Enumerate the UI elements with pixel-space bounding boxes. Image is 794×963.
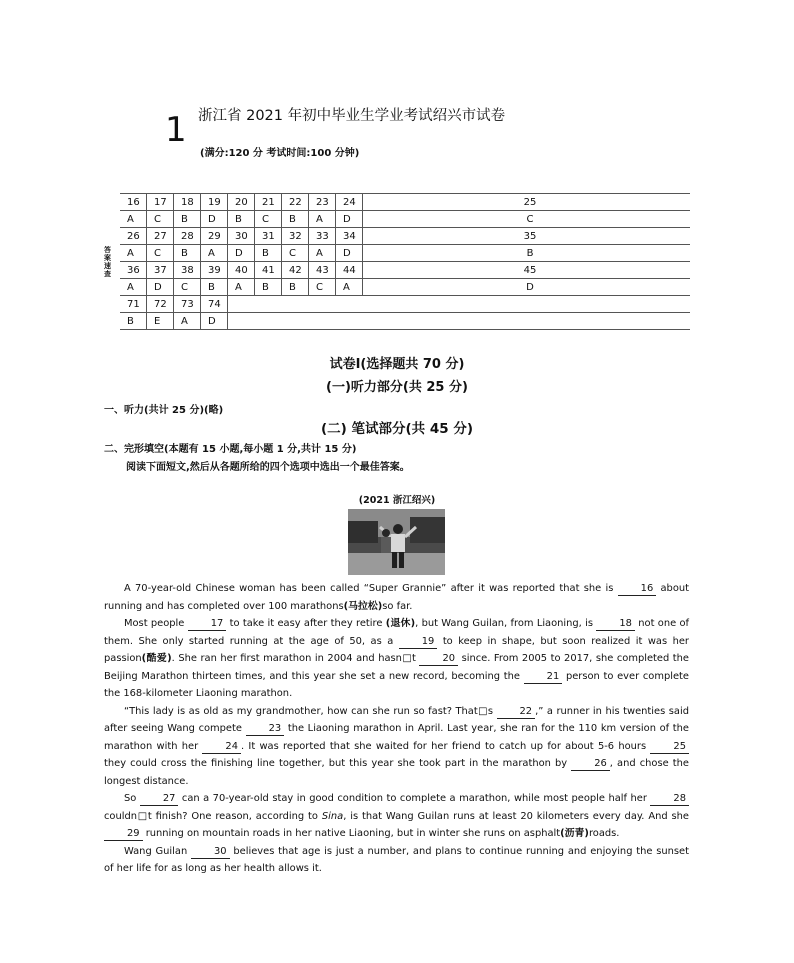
section2-directions: 阅读下面短文,然后从各题所给的四个选项中选出一个最佳答案。 (126, 462, 410, 473)
written-part-heading: (二) 笔试部分(共 45 分) (320, 421, 474, 437)
exam-subtitle: (满分:120 分 考试时间:100 分钟) (200, 148, 360, 159)
answer-key-cell: C (255, 211, 282, 228)
blank-16: 16 (618, 583, 657, 596)
answer-key-cell: 28 (174, 228, 201, 245)
answer-key-cell: D (201, 211, 228, 228)
answer-key-cell: 31 (255, 228, 282, 245)
blank-21: 21 (524, 671, 563, 684)
answer-key-cell: 73 (174, 296, 201, 313)
blank-25: 25 (650, 741, 689, 754)
paragraph-2: Most people 17 to take it easy after they retire (退休), but Wang Guilan, from Liaoning, is 18 not one of them. She only started running at the age of 50, as a 19 to keep in shape, but soon realized it was her passion(酷爱). She ran her first marathon in 2004 and hasn□t 20 since. From 2005 to 2017, she completed the Beijing Marathon thirteen times, and this year she set a new record, becoming the 21 person to ever complete the 168-kilometer Liaoning marathon. (104, 618, 689, 699)
answer-key-cell: 33 (309, 228, 336, 245)
answer-key-cell: B (255, 279, 282, 296)
blank-29: 29 (104, 828, 143, 841)
answer-key-table (120, 193, 690, 330)
answer-key-cell: 40 (228, 262, 255, 279)
page-number: 1 (165, 110, 187, 150)
answer-key-cell: C (309, 279, 336, 296)
cloze-passage (104, 580, 689, 878)
answer-key-row (120, 296, 690, 313)
blank-28: 28 (650, 793, 689, 806)
answer-key-empty-cell (228, 296, 691, 313)
answer-key-cell: 20 (228, 194, 255, 211)
answer-key-cell: 32 (282, 228, 309, 245)
paragraph-4: So 27 can a 70-year-old stay in good condition to complete a marathon, while most people half her 28 couldn□t finish? One reason, according to Sina, is that Wang Guilan runs at least 20 kilometers every day. And she 29 running on mountain roads in her native Liaoning, but in winter she runs on asphalt(沥青)roads. (104, 793, 689, 839)
answer-key-cell: A (120, 211, 147, 228)
answer-key-cell: C (363, 211, 691, 228)
blank-27: 27 (140, 793, 179, 806)
answer-key-cell: 38 (174, 262, 201, 279)
blank-23: 23 (246, 723, 285, 736)
answer-key-cell: 42 (282, 262, 309, 279)
answer-key-cell: 37 (147, 262, 174, 279)
answer-key-cell: A (201, 245, 228, 262)
answer-key-cell: A (174, 313, 201, 330)
answer-key-cell: 44 (336, 262, 363, 279)
answer-key-cell: 26 (120, 228, 147, 245)
exam-title: 浙江省 2021 年初中毕业生学业考试绍兴市试卷 (198, 108, 506, 124)
answer-key-cell: A (228, 279, 255, 296)
answer-key-cell: B (174, 211, 201, 228)
answer-key-cell: 71 (120, 296, 147, 313)
answer-key-cell: 24 (336, 194, 363, 211)
answer-key-row (120, 313, 690, 330)
answer-key-label: 答案速查 (104, 246, 111, 278)
marathon-photo (348, 509, 445, 575)
answer-key-cell: E (147, 313, 174, 330)
answer-key-cell: D (147, 279, 174, 296)
answer-key-cell: 25 (363, 194, 691, 211)
answer-key-cell: 72 (147, 296, 174, 313)
answer-key-row (120, 211, 690, 228)
answer-key-cell: B (201, 279, 228, 296)
answer-key-cell: 30 (228, 228, 255, 245)
answer-key-cell: 27 (147, 228, 174, 245)
answer-key-cell: 17 (147, 194, 174, 211)
answer-key-cell: A (120, 279, 147, 296)
answer-key-cell: B (174, 245, 201, 262)
answer-key-row (120, 194, 690, 211)
answer-key-cell: A (309, 211, 336, 228)
answer-key-empty-cell (228, 313, 691, 330)
answer-key-cell: 21 (255, 194, 282, 211)
answer-key-cell: D (336, 211, 363, 228)
answer-key-cell: B (282, 211, 309, 228)
answer-key-cell: 35 (363, 228, 691, 245)
paragraph-1: A 70-year-old Chinese woman has been called “Super Grannie” after it was reported that she is 16 about running and has completed over 100 marathons(马拉松)so far. (104, 583, 689, 612)
blank-26: 26 (571, 758, 610, 771)
answer-key-cell: 45 (363, 262, 691, 279)
answer-key-row (120, 245, 690, 262)
answer-key-cell: D (228, 245, 255, 262)
answer-key-cell: B (228, 211, 255, 228)
answer-key-cell: A (336, 279, 363, 296)
answer-key-cell: C (147, 211, 174, 228)
answer-key-cell: A (309, 245, 336, 262)
blank-19: 19 (399, 636, 438, 649)
blank-30: 30 (191, 846, 230, 859)
answer-key-cell: D (336, 245, 363, 262)
answer-key-cell: 41 (255, 262, 282, 279)
answer-key-cell: C (174, 279, 201, 296)
blank-17: 17 (188, 618, 227, 631)
answer-key-cell: B (255, 245, 282, 262)
answer-key-cell: D (201, 313, 228, 330)
answer-key-row (120, 279, 690, 296)
answer-key-cell: A (120, 245, 147, 262)
answer-key-cell: 29 (201, 228, 228, 245)
section1-heading: 一、听力(共计 25 分)(略) (104, 405, 224, 416)
answer-key-cell: 22 (282, 194, 309, 211)
answer-key-cell: 23 (309, 194, 336, 211)
answer-key-cell: C (147, 245, 174, 262)
paragraph-5: Wang Guilan 30 believes that age is just a number, and plans to continue running and enjoying the sunset of her life for as long as her health allows it. (104, 845, 689, 874)
blank-18: 18 (596, 618, 635, 631)
answer-key-cell: 19 (201, 194, 228, 211)
blank-22: 22 (497, 706, 536, 719)
answer-key-cell: 18 (174, 194, 201, 211)
answer-key-row (120, 262, 690, 279)
passage-source: (2021 浙江绍兴) (358, 495, 436, 506)
answer-key-cell: 16 (120, 194, 147, 211)
answer-key-cell: 34 (336, 228, 363, 245)
answer-key-cell: B (363, 245, 691, 262)
answer-key-cell: 74 (201, 296, 228, 313)
answer-key-cell: 36 (120, 262, 147, 279)
section2-heading: 二、完形填空(本题有 15 小题,每小题 1 分,共计 15 分) (104, 444, 357, 455)
answer-key-cell: B (120, 313, 147, 330)
answer-key-cell: B (282, 279, 309, 296)
answer-key-cell: C (282, 245, 309, 262)
answer-key-row (120, 228, 690, 245)
answer-key-cell: D (363, 279, 691, 296)
paragraph-3: “This lady is as old as my grandmother, how can she run so fast? That□s 22 ,” a runner in his twenties said after seeing Wang compete 23 the Liaoning marathon in April. Last year, she ran for the 110 km version of the marathon with her 24 . It was reported that she waited for her friend to catch up for about 5-6 hours 25 they could cross the finishing line together, but this year she took part in the marathon by 26 , and chose the longest distance. (104, 705, 689, 787)
answer-key-cell: 43 (309, 262, 336, 279)
paper1-heading: 试卷Ⅰ(选择题共 70 分) (329, 357, 465, 372)
listening-part-heading: (一)听力部分(共 25 分) (326, 380, 468, 395)
blank-20: 20 (419, 653, 458, 666)
blank-24: 24 (202, 741, 241, 754)
answer-key-cell: 39 (201, 262, 228, 279)
